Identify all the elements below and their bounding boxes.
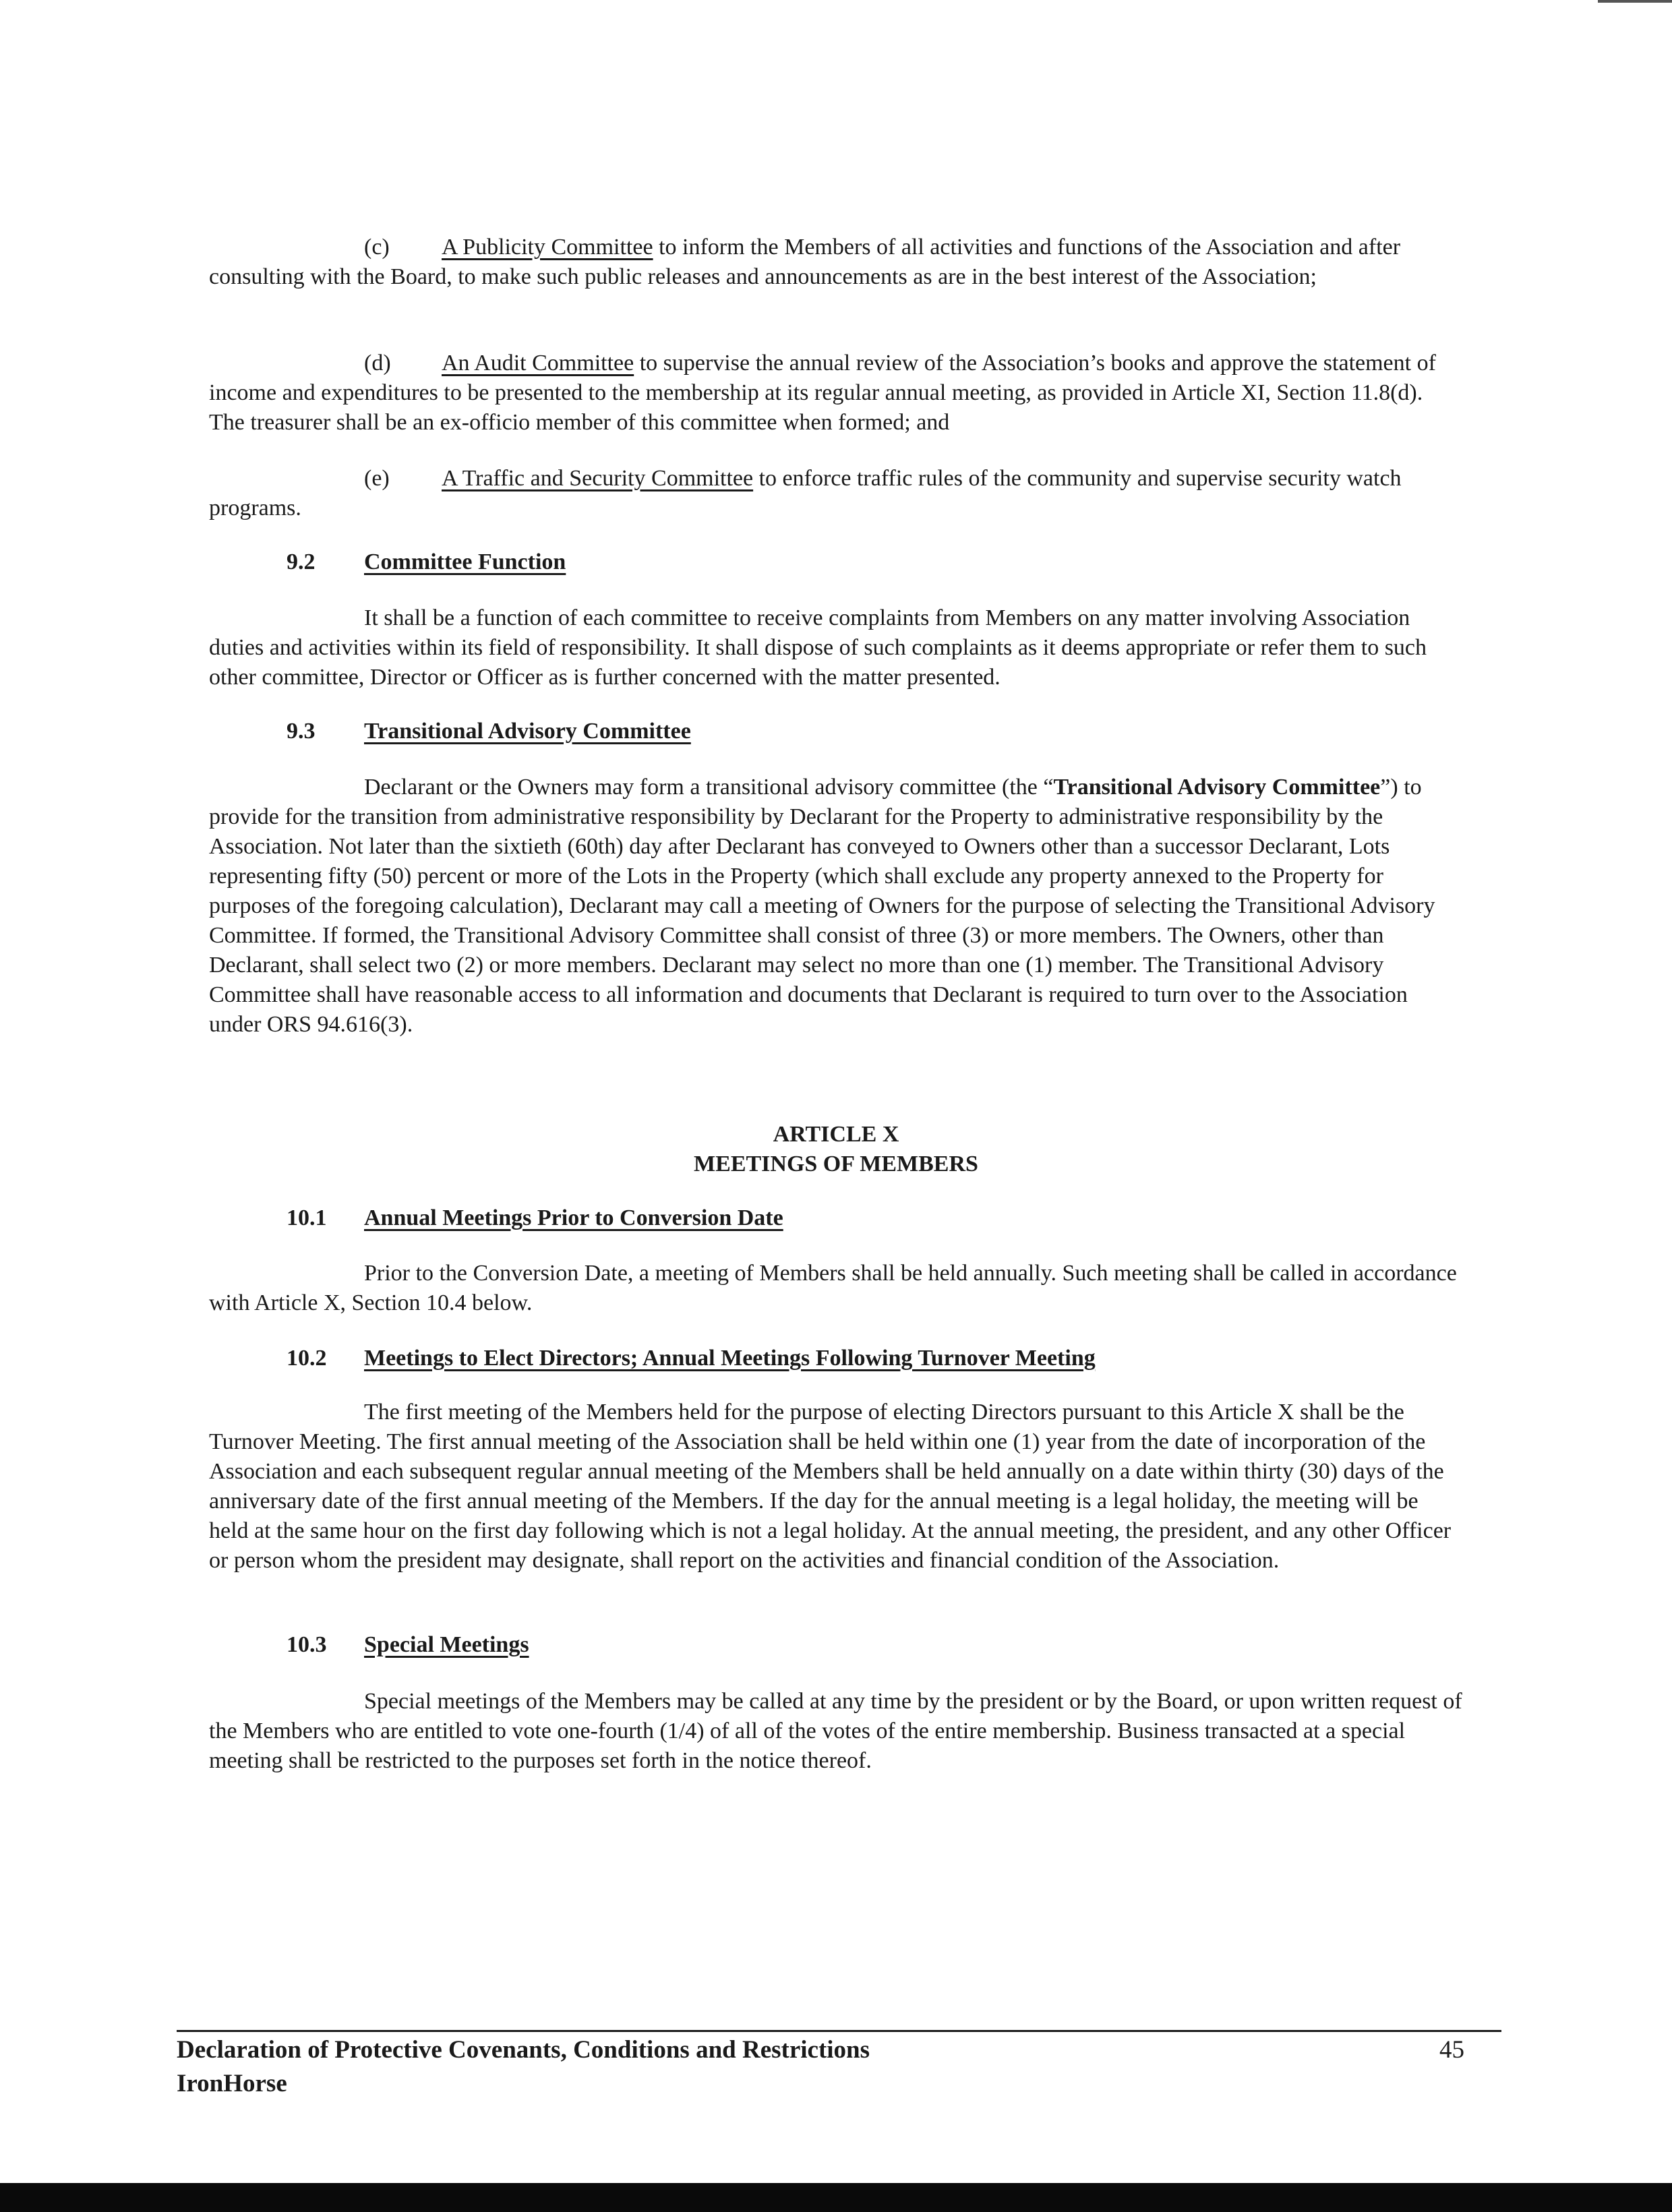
section-10-2-body: The first meeting of the Members held for the purpose of electing Directors pursuant to this Article X shall be the Turnover Meeting. The first annual meeting of the Association shall be held within one (1) year from the date of incorporation of the Association and each subsequent regular annual meeting of the Members shall be held annually on a date within thirty (30) days of the anniversary date of the first annual meeting of the Members. If the day for the annual meeting is a legal holiday, the meeting will be held at the same hour on the first day following which is not a legal holiday. At the annual meeting, the president, and any other Officer or person whom the president may designate, shall report on the activities and financial condition of the Association.	[209, 1400, 1452, 1573]
page-number: 45	[1439, 2036, 1464, 2064]
footer-divider	[177, 2030, 1501, 2032]
item-d-title: An Audit Committee	[442, 351, 634, 376]
item-e-label: (e)	[364, 466, 390, 491]
section-title: Special Meetings	[364, 1632, 529, 1657]
defined-term: Transitional Advisory Committee	[1053, 775, 1381, 800]
item-d-text: to supervise the annual review of the Association’s books and approve the statement of income and expenditures to be presented to the membership at its regular annual meeting, as provided in Article XI, Section 11.8(d). The treasurer shall be an ex-officio member of this committee when formed; and	[209, 351, 1436, 435]
section-title: Committee Function	[364, 549, 566, 574]
section-number: 10.1	[287, 1205, 327, 1230]
section-heading-9-3	[287, 717, 691, 746]
section-number: 10.2	[287, 1346, 327, 1371]
section-title: Annual Meetings Prior to Conversion Date	[364, 1205, 783, 1230]
section-heading-10-1	[287, 1203, 783, 1233]
item-c-label: (c)	[364, 235, 390, 260]
section-9-2-body: It shall be a function of each committee to receive complaints from Members on any matter involving Association duties and activities within its field of responsibility. It shall dispose of such complaints as it deems appropriate or refer them to such other committee, Director or Officer as is further concerned with the matter presented.	[209, 605, 1427, 690]
item-d-label: (d)	[364, 351, 391, 376]
article-number: ARTICLE X	[773, 1122, 899, 1147]
item-d-paragraph	[209, 349, 1463, 438]
item-c-text: to inform the Members of all activities and functions of the Association and after consulting with the Board, to make such public releases and announcements as are in the best interest of the Association;	[209, 235, 1401, 289]
scan-border	[0, 2183, 1672, 2212]
section-10-1-body: Prior to the Conversion Date, a meeting of Members shall be held annually. Such meeting shall be called in accordance with Article X, Section 10.4 below.	[209, 1261, 1457, 1315]
item-e-paragraph	[209, 464, 1463, 523]
footer-project-name: IronHorse	[177, 2070, 287, 2097]
article-title: MEETINGS OF MEMBERS	[694, 1152, 978, 1176]
section-9-3-body-post: ”) to provide for the transition from administrative responsibility by Declarant for the Property to administrative responsibility by the Association. Not later than the sixtieth (60th) day after Declarant has conveyed to Owners other than a successor Declarant, Lots representing fifty (50) percent or more of the Lots in the Property (which shall exclude any property annexed to the Property for purposes of the foregoing calculation), Declarant may call a meeting of Owners for the purpose of selecting the Transitional Advisory Committee. If formed, the Transitional Advisory Committee shall consist of three (3) or more members. The Owners, other than Declarant, shall select two (2) or more members. Declarant may select no more than one (1) member. The Transitional Advisory Committee shall have reasonable access to all information and documents that Declarant is required to turn over to the Association under ORS 94.616(3).	[209, 775, 1435, 1037]
item-e-title: A Traffic and Security Committee	[442, 466, 754, 491]
section-number: 10.3	[287, 1632, 327, 1657]
section-number: 9.3	[287, 719, 316, 744]
section-heading-9-2	[287, 547, 566, 577]
section-10-3-body: Special meetings of the Members may be called at any time by the president or by the Board, or upon written request of the Members who are entitled to vote one-fourth (1/4) of all of the votes of the entire membership. Business transacted at a special meeting shall be restricted to the purposes set forth in the notice thereof.	[209, 1689, 1462, 1773]
scan-artifact	[1598, 0, 1672, 3]
section-9-3-body	[209, 773, 1463, 1040]
section-9-3-body-pre: Declarant or the Owners may form a transitional advisory committee (the “	[364, 775, 1054, 800]
section-title: Transitional Advisory Committee	[364, 719, 691, 744]
item-e-text: to enforce traffic rules of the community and supervise security watch programs.	[209, 466, 1402, 520]
section-number: 9.2	[287, 549, 316, 574]
section-heading-10-3	[287, 1630, 529, 1660]
item-c-paragraph	[209, 233, 1463, 292]
footer-document-title: Declaration of Protective Covenants, Conditions and Restrictions	[177, 2036, 870, 2064]
section-title: Meetings to Elect Directors; Annual Meetings Following Turnover Meeting	[364, 1346, 1096, 1371]
section-heading-10-2	[287, 1344, 1096, 1373]
item-c-title: A Publicity Committee	[442, 235, 653, 260]
